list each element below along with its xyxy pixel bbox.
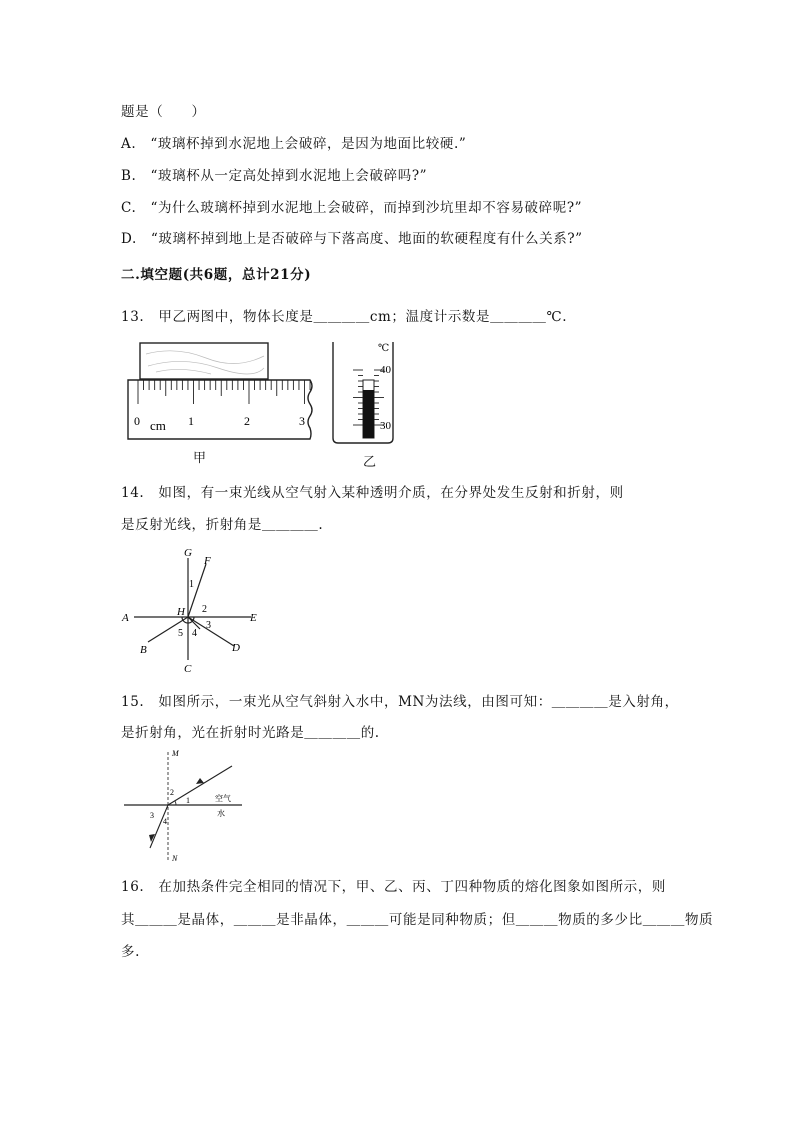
angle-1: 2 (170, 788, 174, 797)
q12-option-b: B. “玻璃杯从一定高处掉到水泥地上会破碎吗?” (121, 168, 428, 184)
ruler-figure (126, 340, 322, 440)
label-m: M (172, 749, 179, 758)
caption-jia: 甲 (193, 451, 207, 466)
label-g: G (184, 547, 192, 559)
q14-line2: 是反射光线，折射角是＿＿＿＿. (121, 517, 324, 533)
q16-line3: 多. (121, 944, 140, 960)
angle-3: 3 (206, 620, 211, 631)
mercury-column (363, 390, 374, 438)
q16-line1: 16. 在加热条件完全相同的情况下，甲、乙、丙、丁四种物质的熔化图象如图所示，则 (121, 879, 666, 895)
ruler-tick-0: 0 (134, 414, 140, 428)
section-title: 二.填空题(共6题，总计21分) (121, 267, 312, 283)
reflection-figure (116, 544, 266, 676)
label-air: 空气 (215, 794, 231, 803)
label-n: N (172, 854, 178, 863)
q14-line1: 14. 如图，有一束光线从空气射入某种透明介质，在分界处发生反射和折射，则 (121, 485, 624, 501)
thermo-tick-30: 30 (380, 420, 391, 432)
q12-option-d: D. “玻璃杯掉到地上是否破碎与下落高度、地面的软硬程度有什么关系?” (121, 231, 583, 247)
thermometer-figure (328, 340, 398, 446)
label-e: E (250, 612, 257, 624)
angle-1: 1 (189, 579, 194, 590)
label-h: H (177, 606, 185, 618)
label-f: F (204, 555, 211, 567)
angle-3: 3 (150, 811, 154, 820)
label-c: C (184, 663, 192, 675)
caption-yi: 乙 (363, 455, 377, 470)
q12-tail: 题是（ ） (121, 104, 206, 120)
label-b: B (140, 644, 147, 656)
label-water: 水 (217, 809, 225, 818)
label-a: A (122, 612, 129, 624)
ruler-unit: cm (150, 418, 166, 433)
ruler-tick-3: 3 (299, 414, 305, 428)
thermo-tick-40: 40 (380, 364, 391, 376)
wood-block (140, 343, 268, 379)
ruler-tick-2: 2 (244, 414, 250, 428)
angle-5: 5 (178, 628, 183, 639)
q15-line2: 是折射角，光在折射时光路是＿＿＿＿的. (121, 725, 380, 741)
q15-line1: 15. 如图所示，一束光从空气斜射入水中，MN为法线，由图可知：＿＿＿＿是入射角， (121, 694, 679, 710)
label-d: D (232, 642, 240, 654)
angle-2: 2 (202, 604, 207, 615)
q12-option-c: C. “为什么玻璃杯掉到水泥地上会破碎，而掉到沙坑里却不容易破碎呢?” (121, 200, 583, 216)
angle-2: 1 (186, 796, 190, 805)
ruler-tick-1: 1 (188, 414, 194, 428)
angle-4: 4 (192, 628, 197, 639)
refraction-figure (120, 748, 246, 866)
q16-line2: 其＿＿＿是晶体，＿＿＿是非晶体，＿＿＿可能是同种物质；但＿＿＿物质的多少比＿＿＿物质 (121, 912, 714, 928)
q12-option-a: A. “玻璃杯掉到水泥地上会破碎，是因为地面比较硬.” (121, 136, 467, 152)
angle-4: 4 (163, 817, 167, 826)
thermo-unit: ℃ (378, 343, 390, 354)
q13-text: 13. 甲乙两图中，物体长度是＿＿＿＿cm；温度计示数是＿＿＿＿℃. (121, 309, 568, 325)
